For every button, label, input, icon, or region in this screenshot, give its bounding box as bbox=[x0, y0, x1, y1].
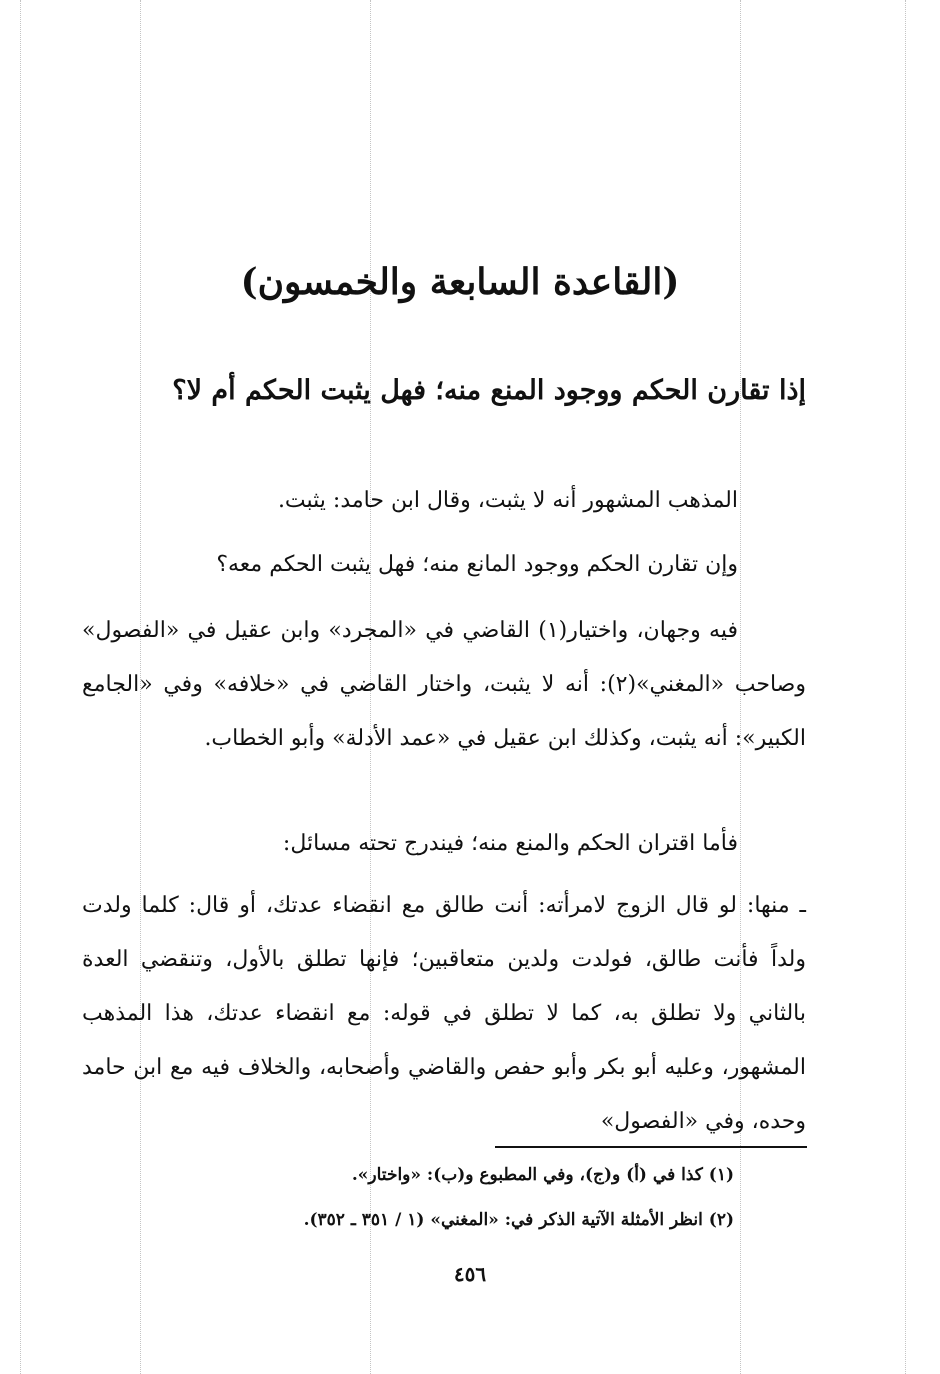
paragraph-2: وإن تقارن الحكم ووجود المانع منه؛ فهل يثبت الحكم معه؟ bbox=[216, 552, 738, 577]
page-number: ٤٥٦ bbox=[453, 1262, 487, 1286]
paragraph-1: المذهب المشهور أنه لا يثبت، وقال ابن حامد: يثبت. bbox=[277, 488, 738, 513]
chapter-title: (القاعدة السابعة والخمسون) bbox=[240, 261, 680, 303]
footnote-2: (٢) انظر الأمثلة الآتية الذكر في: «المغني» (١ / ٣٥١ ـ ٣٥٢). bbox=[303, 1210, 734, 1230]
scan-guide-line bbox=[905, 0, 906, 1374]
paragraph-4: فأما اقتران الحكم والمنع منه؛ فيندرج تحته مسائل: bbox=[282, 831, 738, 856]
footnote-1: (١) كذا في (أ) و(ج)، وفي المطبوع و(ب): «واختار». bbox=[351, 1165, 734, 1185]
paragraph-5: ـ منها: لو قال الزوج لامرأته: أنت طالق مع انقضاء عدتك، أو قال: كلما ولدت ولداً فأنت طالق، فولدت ولدين متعاقبين؛ فإنها تطلق بالأول، وتنقضي العدة بالثاني ولا تطلق به، كما لا تطلق في قوله: مع انقضاء عدتك، هذا المذهب المشهور، وعليه أبو بكر وأبو حفص والقاضي وأصحابه، والخلاف فيه مع ابن حامد وحده، وفي «الفصول» bbox=[82, 893, 806, 1134]
paragraph-3: فيه وجهان، واختيار(١) القاضي في «المجرد» وابن عقيل في «الفصول» وصاحب «المغني»(٢): أنه لا يثبت، واختار القاضي في «خلافه» وفي «الجامع الكبير»: أنه يثبت، وكذلك ابن عقيل في «عمد الأدلة» وأبو الخطاب. bbox=[82, 618, 806, 751]
footnote-separator bbox=[495, 1146, 807, 1148]
question-heading: إذا تقارن الحكم ووجود المنع منه؛ فهل يثبت الحكم أم لا؟ bbox=[172, 375, 806, 406]
scan-guide-line bbox=[20, 0, 21, 1374]
